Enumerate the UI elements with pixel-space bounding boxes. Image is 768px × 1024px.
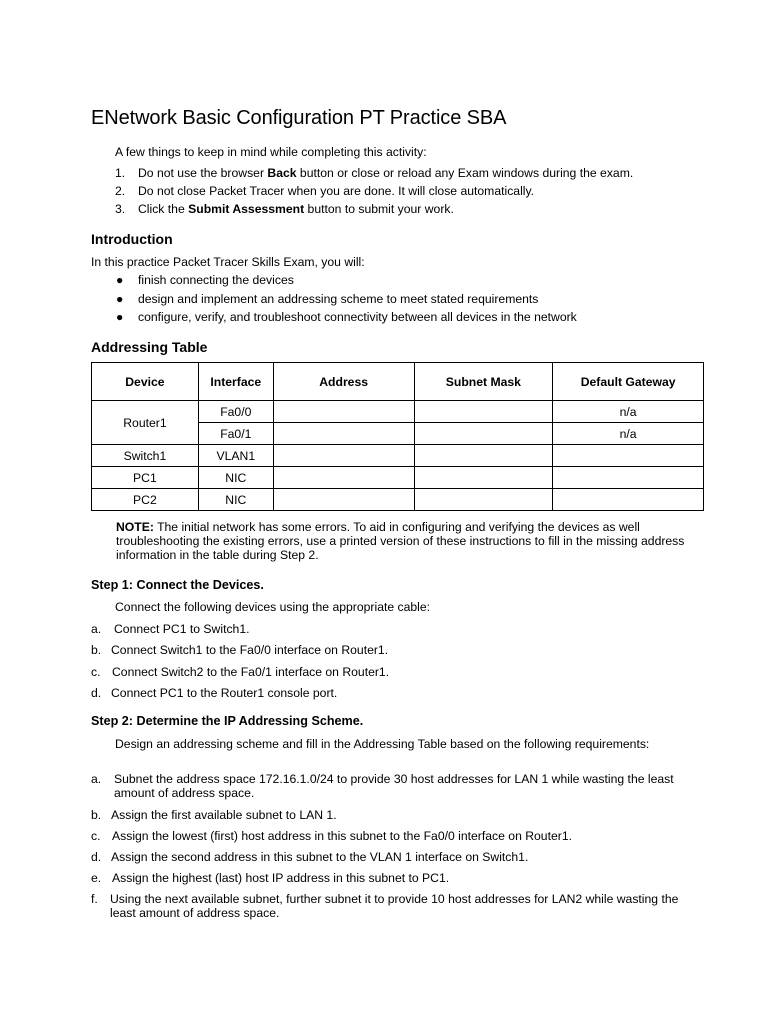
step1-lead: Connect the following devices using the appropriate cable: [115, 600, 431, 614]
address-cell [273, 489, 414, 511]
table-row [92, 467, 704, 489]
interface-cell: Fa0/0 [198, 401, 273, 423]
introduction-heading: Introduction [91, 231, 173, 247]
note-paragraph: NOTE: The initial network has some errors. To aid in configuring and verifying the devices as well troubleshooting the existing errors, use a printed version of these instructions to fill in the missing address information in the table during Step 2. [116, 520, 685, 562]
address-cell [273, 445, 414, 467]
address-cell [273, 467, 414, 489]
addressing-table-heading: Addressing Table [91, 339, 208, 355]
column-header: Address [273, 363, 414, 401]
address-cell [273, 401, 414, 423]
gateway-cell: n/a [553, 401, 704, 423]
mask-cell [414, 423, 553, 445]
mask-cell [414, 445, 553, 467]
device-cell: Switch1 [92, 445, 199, 467]
step1-heading: Step 1: Connect the Devices. [91, 578, 264, 592]
interface-cell: NIC [198, 489, 273, 511]
step2-lead: Design an addressing scheme and fill in the Addressing Table based on the following requirements: [115, 737, 650, 751]
interface-cell: NIC [198, 467, 273, 489]
bullet-icon: ● [116, 310, 124, 324]
device-cell: PC1 [92, 467, 199, 489]
document-page: ENetwork Basic Configuration PT Practice SBA A few things to keep in mind while completing this activity: 1. Do not use the browser Back button or close or reload any Exam windows during the exam. 2. Do not close Packet Tracer when you are done. It will close automatically. 3. Click the Submit Assessment button to submit your work. Introduction In this practice Packet Tracer Skills Exam, you will: ● finish connecting the devices ● design and implement an addressing scheme to meet stated requirements ● configure, verify, and troubleshoot connectivity between all devices in the network Addressing Table Device Interface Address Subnet Mask Default Gateway Router1 Fa0/0 n/a Fa0/1 n/a Switch1 VLAN1 PC1 NIC PC2 NIC NOTE: The initial network has some errors. To aid in configuring and verifying the devices as well troubleshooting the existing errors, use a printed version of these instructions to fill in the missing address information in the table during Step 2. Step 1: Connect the Devices. Connect the following devices using the appropriate cable: a. Connect PC1 to Switch1. b. Connect Switch1 to the Fa0/0 interface on Router1. c. Connect Switch2 to the Fa0/1 interface on Router1. d. Connect PC1 to the Router1 console port. Step 2: Determine the IP Addressing Scheme. Design an addressing scheme and fill in the Addressing Table based on the following requirements: a. Subnet the address space 172.16.1.0/24 to provide 30 host addresses for LAN 1 while wasting the least amount of address space. b. Assign the first available subnet to LAN 1. c. Assign the lowest (first) host address in this subnet to the Fa0/0 interface on Router1. d. Assign the second address in this subnet to the VLAN 1 interface on Switch1. e. Assign the highest (last) host IP address in this subnet to PC1. f. Using the next available subnet, further subnet it to provide 10 host addresses for LAN2 while wasting the least amount of address space. [0, 0, 768, 1024]
mask-cell [414, 489, 553, 511]
intro-line: A few things to keep in mind while completing this activity: [115, 145, 427, 159]
table-row [92, 489, 704, 511]
table-row [92, 401, 704, 423]
gateway-cell [553, 489, 704, 511]
column-header: Subnet Mask [414, 363, 553, 401]
bullet-icon: ● [116, 273, 124, 287]
gateway-cell [553, 445, 704, 467]
step2-heading: Step 2: Determine the IP Addressing Scheme. [91, 714, 364, 728]
gateway-cell [553, 467, 704, 489]
table-row [92, 445, 704, 467]
device-cell: Router1 [92, 401, 199, 445]
introduction-lead: In this practice Packet Tracer Skills Exam, you will: [91, 255, 365, 269]
interface-cell: Fa0/1 [198, 423, 273, 445]
gateway-cell: n/a [553, 423, 704, 445]
page-title: ENetwork Basic Configuration PT Practice SBA [91, 107, 507, 129]
bullet-icon: ● [116, 292, 124, 306]
column-header: Interface [198, 363, 273, 401]
column-header: Default Gateway [553, 363, 704, 401]
address-cell [273, 423, 414, 445]
table-header-row [92, 363, 704, 401]
mask-cell [414, 401, 553, 423]
addressing-table [91, 362, 704, 511]
mask-cell [414, 467, 553, 489]
interface-cell: VLAN1 [198, 445, 273, 467]
column-header: Device [92, 363, 199, 401]
note-label: NOTE: [116, 520, 154, 534]
device-cell: PC2 [92, 489, 199, 511]
